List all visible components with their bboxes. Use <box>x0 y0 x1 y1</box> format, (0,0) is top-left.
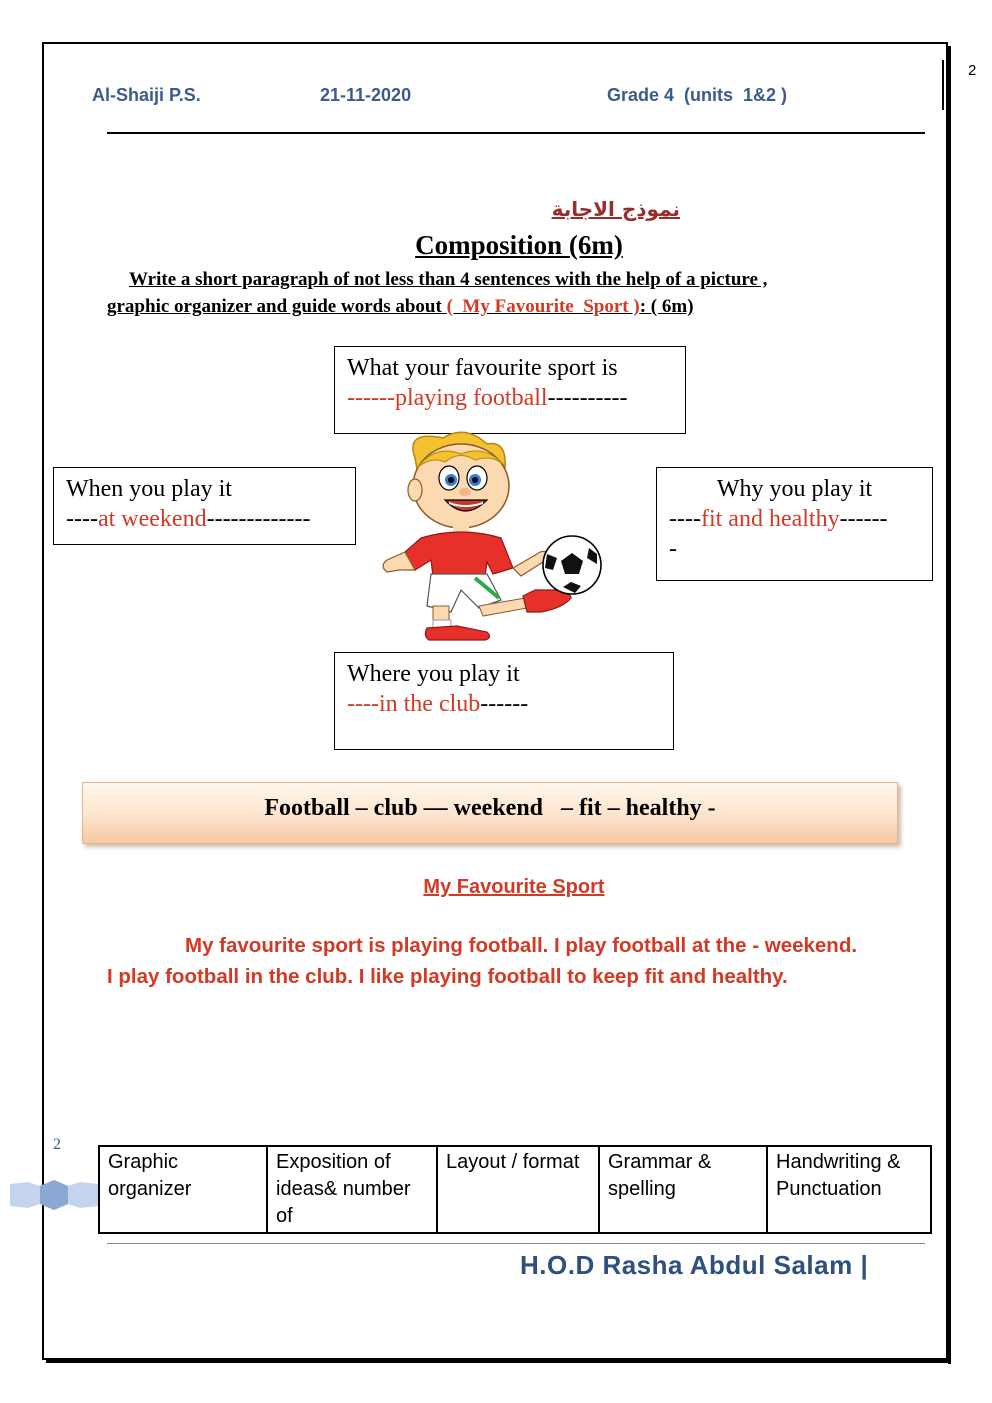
page-title <box>0 230 992 261</box>
marking-rubric-table <box>98 1145 932 1234</box>
instructions-line-2 <box>107 293 927 320</box>
answer-paragraph: My favourite sport is playing football. I play football at the - weekend. I play football in the club. I like playing football to keep fit and healthy. <box>107 934 858 988</box>
when-suffix: ------------- <box>206 506 311 532</box>
when-question: When you play it <box>66 476 232 502</box>
rubric-graphic-organizer: Graphic organizer <box>99 1146 267 1233</box>
answer-title: My Favourite Sport <box>423 876 605 898</box>
what-suffix: ---------- <box>547 385 628 411</box>
instructions-line-2-start: graphic organizer and guide words about <box>107 296 447 317</box>
organizer-box-why <box>656 467 933 581</box>
where-question: Where you play it <box>347 661 520 687</box>
why-prefix: ---- <box>669 506 701 532</box>
guide-words: Football – club — weekend – fit – healthy - <box>264 795 716 821</box>
rubric-exposition: Exposition of ideas& number of <box>267 1146 437 1233</box>
page-border-shadow-bottom <box>46 1360 951 1363</box>
guide-words-bar <box>82 782 898 844</box>
what-answer-line <box>347 383 673 413</box>
where-suffix: ------ <box>480 691 529 717</box>
instructions <box>107 266 927 320</box>
why-answer: fit and healthy <box>700 506 840 532</box>
decorative-tab <box>10 1178 98 1212</box>
instructions-line-2-end: : ( 6m) <box>639 296 694 317</box>
rubric-handwriting: Handwriting & Punctuation <box>767 1146 931 1233</box>
corner-page-number: 2 <box>968 62 977 79</box>
what-prefix: ------ <box>347 385 395 411</box>
when-prefix: ---- <box>66 506 98 532</box>
answer-key-heading: نموذج الاجابة <box>551 197 680 221</box>
what-answer: playing football <box>394 385 548 411</box>
footer-rule <box>107 1243 925 1244</box>
organizer-box-when <box>53 467 356 545</box>
where-answer-line <box>347 689 661 719</box>
when-answer-line <box>66 504 343 534</box>
why-answer-line <box>669 504 920 564</box>
footer-hod: H.O.D Rasha Abdul Salam | <box>520 1250 869 1280</box>
when-answer: at weekend <box>97 506 207 532</box>
organizer-box-what <box>334 346 686 434</box>
instructions-line-1: Write a short paragraph of not less than 4 sentences with the help of a picture , <box>129 269 768 290</box>
exam-date: 21-11-2020 <box>320 85 412 105</box>
page-number: 2 <box>53 1136 61 1153</box>
why-question: Why you play it <box>716 476 873 502</box>
school-name: Al-Shaiji P.S. <box>92 85 201 105</box>
where-answer: in the club <box>378 691 481 717</box>
grade-units: Grade 4 (units 1&2 ) <box>607 85 788 105</box>
title-text: Composition (6m) <box>415 230 623 260</box>
rubric-layout: Layout / format <box>437 1146 599 1233</box>
organizer-box-where <box>334 652 674 750</box>
rubric-grammar: Grammar & spelling <box>599 1146 767 1233</box>
what-question: What your favourite sport is <box>347 355 618 381</box>
header-rule <box>107 132 925 134</box>
rubric-row <box>99 1146 931 1233</box>
margin-marker <box>942 60 944 110</box>
why-suffix: ------ - <box>669 506 888 562</box>
topic-label: ( My Favourite Sport ) <box>446 296 640 317</box>
where-prefix: ---- <box>347 691 379 717</box>
boy-kicking-football-illustration <box>375 430 615 645</box>
